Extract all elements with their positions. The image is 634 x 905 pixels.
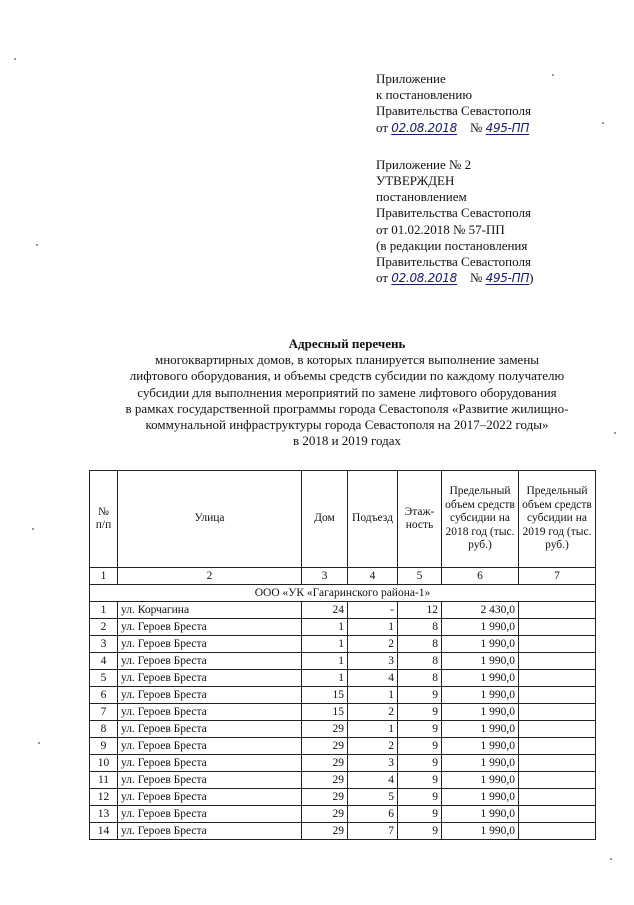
cell-entrance: 2 <box>348 636 398 653</box>
col-number: 2 <box>118 568 302 585</box>
cell-house: 29 <box>302 806 348 823</box>
cell-entrance: 1 <box>348 687 398 704</box>
cell-entrance: 3 <box>348 755 398 772</box>
cell-2019 <box>519 806 596 823</box>
appendix-title: Приложение <box>376 71 446 86</box>
approved-government: Правительства Севастополя <box>376 205 531 221</box>
cell-num: 4 <box>90 653 118 670</box>
cell-floors: 9 <box>398 789 442 806</box>
cell-house: 29 <box>302 823 348 840</box>
cell-entrance: 6 <box>348 806 398 823</box>
header-entrance: Подъезд <box>348 471 398 568</box>
header-num: № п/п <box>90 471 118 568</box>
cell-num: 12 <box>90 789 118 806</box>
cell-entrance: 1 <box>348 619 398 636</box>
document-title-block <box>60 336 634 449</box>
cell-floors: 8 <box>398 670 442 687</box>
cell-entrance: 7 <box>348 823 398 840</box>
header-street: Улица <box>118 471 302 568</box>
cell-house: 1 <box>302 670 348 687</box>
cell-street: ул. Героев Бреста <box>118 823 302 840</box>
title-line-3: субсидии для выполнения мероприятий по замене лифтового оборудования <box>137 384 557 400</box>
revision-date-line: от 02.08.2018 № 495-ПП) <box>376 270 534 286</box>
cell-num: 5 <box>90 670 118 687</box>
appendix-date-line: от 02.08.2018 № 495-ПП <box>376 119 530 135</box>
table-row <box>90 755 596 772</box>
table-row <box>90 602 596 619</box>
cell-num: 1 <box>90 602 118 619</box>
cell-2018: 1 990,0 <box>442 738 519 755</box>
cell-2019 <box>519 721 596 738</box>
cell-floors: 9 <box>398 738 442 755</box>
col-number: 3 <box>302 568 348 585</box>
cell-2019 <box>519 602 596 619</box>
col-number: 6 <box>442 568 519 585</box>
cell-entrance: - <box>348 602 398 619</box>
cell-street: ул. Героев Бреста <box>118 670 302 687</box>
table-row <box>90 704 596 721</box>
cell-floors: 9 <box>398 772 442 789</box>
cell-house: 29 <box>302 755 348 772</box>
cell-entrance: 4 <box>348 772 398 789</box>
group-name: ООО «УК «Гагаринского района-1» <box>90 585 596 602</box>
cell-street: ул. Героев Бреста <box>118 755 302 772</box>
cell-entrance: 4 <box>348 670 398 687</box>
cell-2018: 1 990,0 <box>442 670 519 687</box>
cell-2019 <box>519 670 596 687</box>
approved-label: УТВЕРЖДЕН <box>376 173 455 189</box>
header-house: Дом <box>302 471 348 568</box>
cell-floors: 9 <box>398 721 442 738</box>
document-heading: Адресный перечень <box>288 336 406 351</box>
cell-num: 9 <box>90 738 118 755</box>
col-number: 1 <box>90 568 118 585</box>
scan-speck <box>552 74 554 76</box>
header-floors: Этаж-ность <box>398 471 442 568</box>
cell-floors: 8 <box>398 653 442 670</box>
cell-2019 <box>519 755 596 772</box>
cell-num: 3 <box>90 636 118 653</box>
cell-2018: 2 430,0 <box>442 602 519 619</box>
cell-house: 15 <box>302 704 348 721</box>
appendix-2-title: Приложение № 2 <box>376 156 472 172</box>
scan-speck <box>602 122 604 124</box>
cell-num: 2 <box>90 619 118 636</box>
handwritten-number: 495-ПП <box>485 120 530 135</box>
title-line-2: лифтового оборудования, и объемы средств субсидии по каждому получателю <box>129 368 565 384</box>
scan-speck <box>14 58 16 60</box>
column-number-row <box>90 568 596 585</box>
cell-entrance: 2 <box>348 704 398 721</box>
cell-street: ул. Героев Бреста <box>118 772 302 789</box>
subsidy-table <box>89 470 596 840</box>
handwritten-number-2: 495-ПП <box>485 271 530 286</box>
cell-street: ул. Героев Бреста <box>118 687 302 704</box>
cell-2018: 1 990,0 <box>442 704 519 721</box>
col-number: 5 <box>398 568 442 585</box>
cell-floors: 9 <box>398 704 442 721</box>
cell-2019 <box>519 619 596 636</box>
header-2018: Предельный объем средств субсидии на 2018 год (тыс. руб.) <box>442 471 519 568</box>
cell-floors: 9 <box>398 806 442 823</box>
cell-floors: 8 <box>398 619 442 636</box>
table-row <box>90 738 596 755</box>
cell-street: ул. Героев Бреста <box>118 704 302 721</box>
col-number: 7 <box>519 568 596 585</box>
cell-2019 <box>519 687 596 704</box>
approved-date: от 01.02.2018 № 57-ПП <box>376 221 505 237</box>
cell-house: 15 <box>302 687 348 704</box>
handwritten-date: 02.08.2018 <box>391 120 457 135</box>
cell-2018: 1 990,0 <box>442 636 519 653</box>
cell-house: 24 <box>302 602 348 619</box>
cell-num: 7 <box>90 704 118 721</box>
table-row <box>90 636 596 653</box>
cell-2018: 1 990,0 <box>442 687 519 704</box>
col-number: 4 <box>348 568 398 585</box>
revision-government: Правительства Севастополя <box>376 254 531 270</box>
appendix-block <box>376 71 616 286</box>
cell-floors: 9 <box>398 755 442 772</box>
cell-floors: 9 <box>398 687 442 704</box>
cell-street: ул. Героев Бреста <box>118 653 302 670</box>
cell-house: 29 <box>302 738 348 755</box>
cell-house: 1 <box>302 619 348 636</box>
cell-num: 8 <box>90 721 118 738</box>
cell-2019 <box>519 636 596 653</box>
cell-2019 <box>519 789 596 806</box>
cell-num: 13 <box>90 806 118 823</box>
group-row <box>90 585 596 602</box>
table-row <box>90 789 596 806</box>
cell-floors: 8 <box>398 636 442 653</box>
table-row <box>90 653 596 670</box>
cell-2018: 1 990,0 <box>442 789 519 806</box>
table-row <box>90 670 596 687</box>
cell-entrance: 3 <box>348 653 398 670</box>
cell-2018: 1 990,0 <box>442 823 519 840</box>
scan-speck <box>36 244 38 246</box>
cell-street: ул. Героев Бреста <box>118 721 302 738</box>
handwritten-date-2: 02.08.2018 <box>391 271 457 286</box>
appendix-to-resolution: к постановлению <box>376 87 473 103</box>
cell-house: 29 <box>302 721 348 738</box>
cell-floors: 12 <box>398 602 442 619</box>
table-row <box>90 806 596 823</box>
scan-speck <box>610 858 612 860</box>
title-line-4: в рамках государственной программы города Севастополя «Развитие жилищно- <box>125 400 569 416</box>
cell-entrance: 5 <box>348 789 398 806</box>
cell-2019 <box>519 772 596 789</box>
scan-speck <box>32 528 34 530</box>
cell-num: 11 <box>90 772 118 789</box>
cell-entrance: 2 <box>348 738 398 755</box>
scan-speck <box>38 742 40 744</box>
cell-entrance: 1 <box>348 721 398 738</box>
table-row <box>90 772 596 789</box>
scan-speck <box>614 432 616 434</box>
cell-2018: 1 990,0 <box>442 721 519 738</box>
cell-street: ул. Героев Бреста <box>118 636 302 653</box>
cell-2019 <box>519 738 596 755</box>
table-row <box>90 823 596 840</box>
cell-2018: 1 990,0 <box>442 619 519 636</box>
cell-2018: 1 990,0 <box>442 653 519 670</box>
cell-street: ул. Героев Бреста <box>118 619 302 636</box>
table-row <box>90 619 596 636</box>
cell-num: 14 <box>90 823 118 840</box>
cell-house: 1 <box>302 636 348 653</box>
approved-by: постановлением <box>376 189 467 205</box>
appendix-government: Правительства Севастополя <box>376 103 531 119</box>
header-row <box>90 471 596 568</box>
cell-house: 29 <box>302 789 348 806</box>
cell-street: ул. Героев Бреста <box>118 738 302 755</box>
cell-house: 29 <box>302 772 348 789</box>
cell-2018: 1 990,0 <box>442 806 519 823</box>
cell-num: 10 <box>90 755 118 772</box>
cell-2019 <box>519 704 596 721</box>
cell-num: 6 <box>90 687 118 704</box>
cell-2019 <box>519 653 596 670</box>
cell-2018: 1 990,0 <box>442 772 519 789</box>
cell-2019 <box>519 823 596 840</box>
revision-note: (в редакции постановления <box>376 237 528 253</box>
title-line-1: многоквартирных домов, в которых планируется выполнение замены <box>154 352 540 368</box>
header-2019: Предельный объем средств субсидии на 2019 год (тыс. руб.) <box>519 471 596 568</box>
cell-street: ул. Корчагина <box>118 602 302 619</box>
title-line-6: в 2018 и 2019 годах <box>292 433 402 449</box>
cell-street: ул. Героев Бреста <box>118 806 302 823</box>
cell-2018: 1 990,0 <box>442 755 519 772</box>
table-row <box>90 721 596 738</box>
title-line-5: коммунальной инфраструктуры города Севастополя на 2017–2022 годы» <box>145 417 549 433</box>
cell-street: ул. Героев Бреста <box>118 789 302 806</box>
table-row <box>90 687 596 704</box>
cell-house: 1 <box>302 653 348 670</box>
cell-floors: 9 <box>398 823 442 840</box>
